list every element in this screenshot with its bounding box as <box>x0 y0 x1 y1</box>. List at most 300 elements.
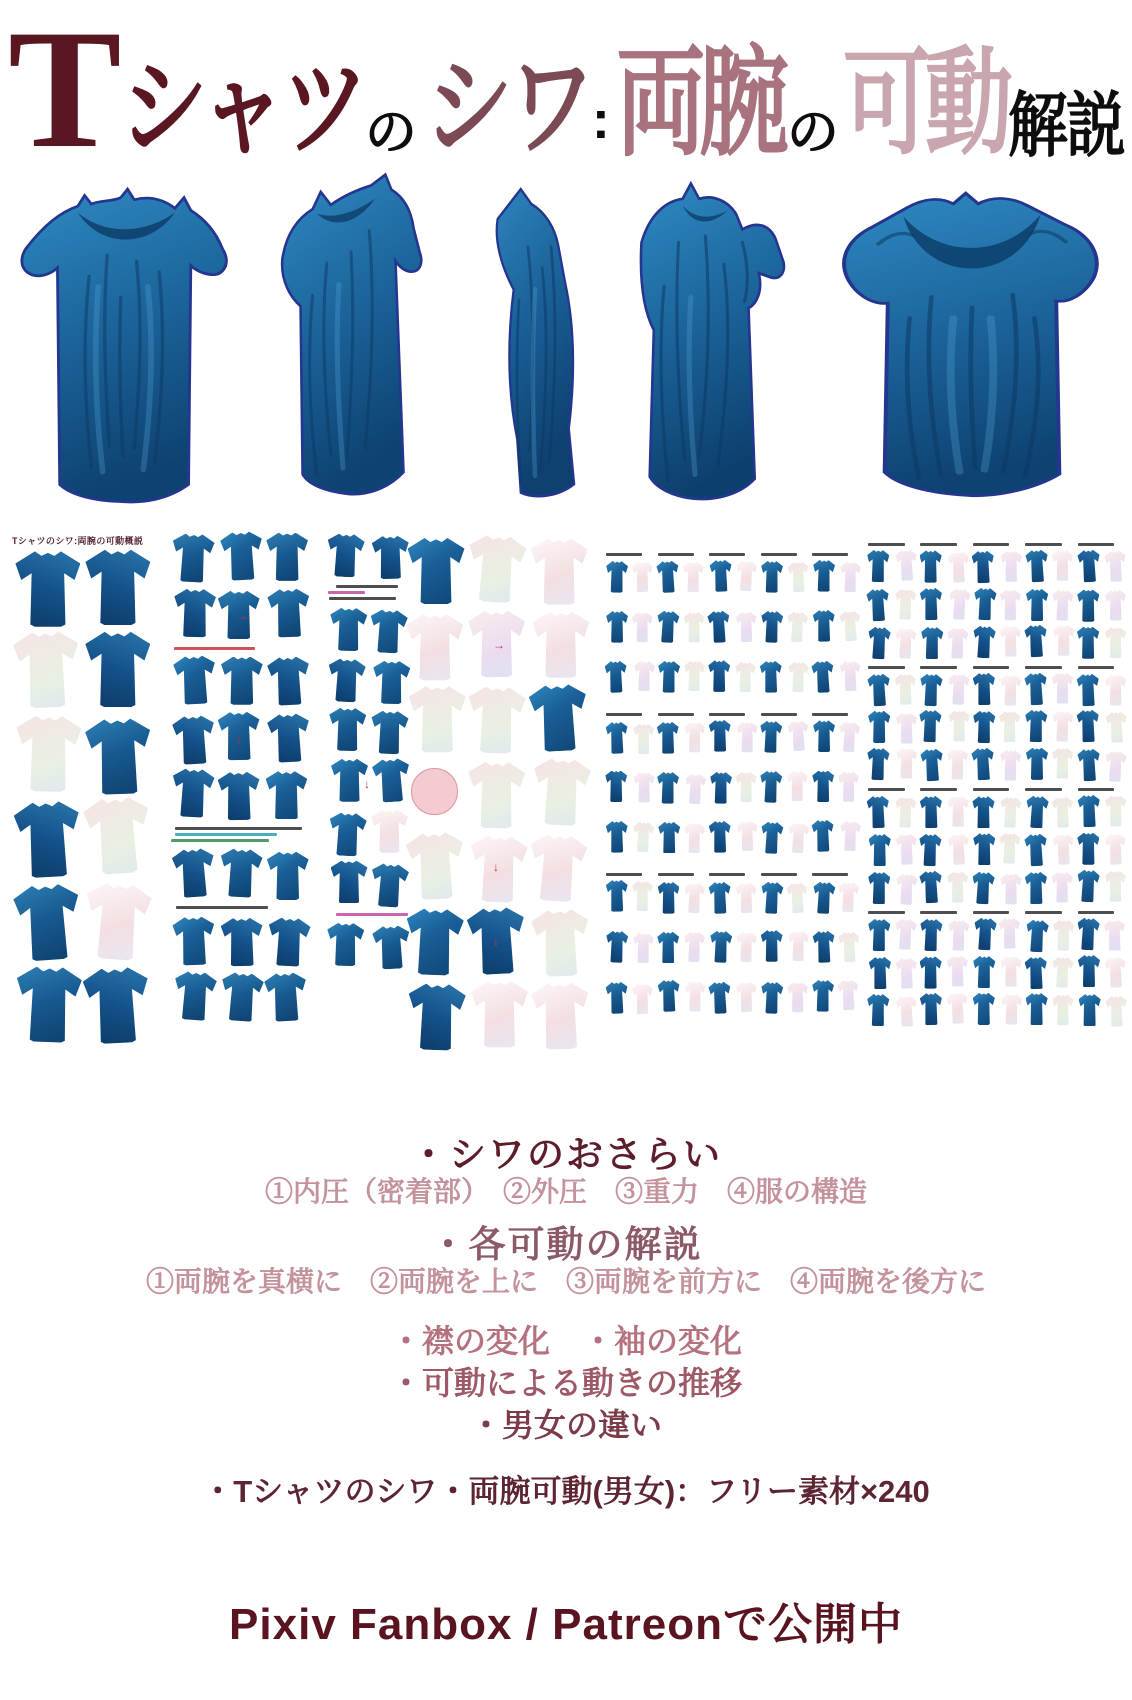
shirt-thumb-pale <box>632 562 653 592</box>
shirt-thumb-blue <box>408 538 465 604</box>
shirt-thumb-pale <box>737 722 758 752</box>
shirt-thumb-pale <box>1000 749 1022 780</box>
shirt-thumb-blue <box>869 834 891 866</box>
shirt-thumb-pale <box>999 833 1021 864</box>
set-header-line <box>1025 543 1062 546</box>
shirt-thumb-pale <box>1105 627 1126 658</box>
shirt-thumb-blue <box>760 881 783 914</box>
title-seg-kadou: 可動 <box>842 41 1007 170</box>
shirt-thumb-blue <box>1078 955 1100 987</box>
shirt-thumb-blue <box>1026 748 1048 780</box>
shirt-thumb-blue <box>919 588 942 621</box>
set-header-line <box>709 873 745 876</box>
shirt-thumb-blue <box>219 971 264 1022</box>
shirt-thumb-blue <box>605 981 628 1013</box>
shirt-thumb-blue <box>171 532 215 582</box>
shirt-thumb-pale <box>1104 550 1127 582</box>
shirt-thumb-blue <box>172 916 215 966</box>
shirt-thumb-pale <box>467 686 526 754</box>
shirt-thumb-pale <box>1105 956 1128 988</box>
shirt-thumb-pale <box>1051 796 1073 827</box>
shirt-thumb-blue <box>760 610 783 642</box>
shirt-thumb-blue <box>1024 624 1048 657</box>
shirt-thumb-pale <box>1052 834 1074 865</box>
shirt-thumb-pale <box>947 749 969 780</box>
shirt-thumb-pale <box>999 918 1021 949</box>
shirt-thumb-blue <box>709 882 732 914</box>
set-header-line <box>868 666 905 669</box>
shirt-thumb-blue <box>709 821 731 853</box>
shirt-thumb-blue <box>920 626 943 659</box>
set-header-line <box>1025 666 1062 669</box>
shirt-thumb-blue <box>15 551 80 626</box>
shirt-thumb-pale <box>1051 957 1074 989</box>
shirt-thumb-blue <box>606 561 628 593</box>
shirt-thumb-pale <box>684 823 705 853</box>
shirt-thumb-pale <box>466 534 527 604</box>
shirt-thumb-blue <box>973 993 995 1025</box>
shirt-thumb-blue <box>219 531 263 581</box>
shirt-thumb-pale <box>947 992 970 1024</box>
set-header-line <box>812 713 848 716</box>
shirt-thumb-pale <box>788 822 810 853</box>
set-header-line <box>606 553 642 556</box>
shirt-thumb-pale <box>947 920 969 951</box>
shirt-thumb-pale <box>948 589 971 621</box>
text-line <box>329 597 396 600</box>
title-seg-ryoude: 両腕 <box>615 39 782 170</box>
shirt-thumb-pale <box>1052 872 1073 903</box>
shirt-thumb-blue <box>172 655 216 705</box>
shirt-thumb-pale <box>949 711 970 742</box>
shirt-thumb-pale <box>634 772 655 802</box>
shirt-thumb-pale <box>1052 550 1073 581</box>
shirt-thumb-blue <box>82 967 151 1046</box>
shirt-thumb-blue <box>327 812 366 857</box>
shirt-thumb-pale <box>685 982 706 1012</box>
shirt-thumb-blue <box>606 611 628 643</box>
shirt-thumb-blue <box>267 852 309 900</box>
shirt-thumb-pale <box>999 711 1020 742</box>
shirt-thumb-blue <box>812 930 835 962</box>
set-header-line <box>973 788 1010 791</box>
shirt-thumb-pale <box>12 631 80 709</box>
shirt-thumb-blue <box>919 710 942 743</box>
shirt-thumb-blue <box>971 871 995 904</box>
shirt-thumb-blue <box>326 533 365 578</box>
shirt-thumb-blue <box>85 718 153 796</box>
shirt-thumb-blue <box>267 656 311 706</box>
shirt-thumb-blue <box>972 747 996 780</box>
shirt-thumb-pale <box>633 724 654 754</box>
shirt-thumb-blue <box>1025 710 1048 743</box>
shirt-thumb-blue <box>13 800 82 879</box>
shirt-thumb-blue <box>973 833 995 865</box>
shirt-thumb-pale <box>684 612 705 642</box>
shirt-thumb-pale <box>1001 551 1022 582</box>
shirt-thumb-pale <box>632 612 653 642</box>
shirt-thumb-pale <box>894 674 916 705</box>
shirt-thumb-blue <box>1079 994 1101 1026</box>
shirt-thumb-blue <box>12 882 82 962</box>
shirt-thumb-blue <box>709 560 732 592</box>
set-header-line <box>658 713 694 716</box>
figure-blob <box>411 768 458 815</box>
shirt-thumb-pale <box>1000 590 1021 621</box>
shirt-thumb-blue <box>328 708 366 752</box>
title-seg-colon: : <box>591 90 610 151</box>
shirt-thumb-blue <box>266 771 308 819</box>
shirt-thumb-blue <box>867 795 890 828</box>
free-materials-line: ・Tシャツのシワ・両腕可動(男女)：フリー素材×240 <box>202 1474 930 1509</box>
shirt-thumb-blue <box>867 673 891 706</box>
shirt-thumb-blue <box>760 561 782 593</box>
shirt-thumb-pale <box>788 931 809 961</box>
shirt-thumb-pale <box>405 831 465 900</box>
shirt-thumb-blue <box>972 551 995 584</box>
shirt-thumb-blue <box>812 771 834 803</box>
shirt-thumb-pale <box>15 716 81 793</box>
shirt-thumb-pale <box>1105 995 1127 1026</box>
set-header-line <box>1078 788 1115 791</box>
shirt-thumb-pale <box>632 821 654 852</box>
shirt-thumb-pale <box>838 721 860 752</box>
shirt-thumb-pale <box>947 956 969 987</box>
shirt-thumb-pale <box>894 628 916 659</box>
set-header-line <box>812 873 848 876</box>
shirt-thumb-blue <box>1076 918 1100 951</box>
shirt-thumb-blue <box>972 955 995 988</box>
set-header-line <box>606 873 642 876</box>
arrow-icon: → <box>493 637 505 652</box>
shirt-thumb-blue <box>329 607 367 651</box>
shirt-thumb-pale <box>1053 625 1074 656</box>
set-header-line <box>709 713 745 716</box>
text-line <box>175 833 277 836</box>
shirt-thumb-blue <box>708 981 731 1014</box>
shirt-thumb-pale <box>947 627 969 658</box>
shirt-thumb-pale <box>1105 834 1127 865</box>
shirt-thumb-blue <box>973 588 996 621</box>
shirt-thumb-pale <box>786 883 808 914</box>
shirt-thumb-pale <box>736 882 757 912</box>
shirt-thumb-blue <box>266 533 308 581</box>
shirt-thumb-blue <box>174 588 217 637</box>
set-header-line <box>658 553 694 556</box>
collage-panel-sheet-a <box>10 534 160 1030</box>
set-header-line <box>761 873 797 876</box>
shirt-thumb-pale <box>838 931 860 962</box>
shirt-thumb-blue <box>1026 993 1048 1025</box>
shirt-thumb-blue <box>867 918 890 951</box>
set-header-line <box>1025 788 1062 791</box>
shirt-thumb-blue <box>1026 589 1048 621</box>
title-seg-t: T <box>8 0 122 184</box>
motions-items: ①両腕を真横に ②両腕を上に ③両腕を前方に ④両腕を後方に <box>145 1267 986 1298</box>
shirt-thumb-pale <box>947 833 970 865</box>
shirt-thumb-blue <box>407 983 466 1051</box>
shirt-thumb-pale <box>532 612 589 678</box>
shirt-thumb-pale <box>633 660 655 691</box>
shirt-thumb-pale <box>1000 956 1021 987</box>
text-line <box>174 647 255 650</box>
shirt-thumb-blue <box>760 770 783 802</box>
shirt-thumb-blue <box>708 660 730 692</box>
shirt-thumb-blue <box>657 721 679 753</box>
title-seg-no2: の <box>786 104 839 162</box>
shirt-thumb-blue <box>919 674 942 707</box>
shirt-thumb-blue <box>657 772 679 804</box>
shirt-thumb-pale <box>684 722 705 752</box>
set-header-line <box>973 543 1010 546</box>
shirt-thumb-blue <box>605 722 628 754</box>
shirt-thumb-pale <box>735 662 756 692</box>
shirt-thumb-blue <box>760 981 783 1013</box>
shirt-thumb-blue <box>973 711 996 744</box>
review-heading: ・シワのおさらい <box>410 1134 722 1175</box>
shirt-thumb-pale <box>1104 920 1126 951</box>
shirt-thumb-blue <box>1025 550 1049 583</box>
shirt-thumb-blue <box>218 772 261 821</box>
shirt-thumb-blue <box>812 820 835 852</box>
shirt-thumb-pale <box>1000 993 1022 1024</box>
shirt-thumb-blue <box>1077 550 1101 583</box>
hero-shirt-1 <box>10 170 236 510</box>
shirt-thumb-pale <box>683 562 704 592</box>
shirt-thumb-blue <box>606 931 629 963</box>
hero-shirt-2 <box>246 166 448 511</box>
shirt-thumb-blue <box>759 721 782 753</box>
hero-shirt-5 <box>816 170 1128 508</box>
shirt-thumb-blue <box>761 930 783 962</box>
shirt-thumb-pale <box>1105 712 1127 743</box>
shirt-thumb-blue <box>972 625 996 658</box>
shirt-thumb-pale <box>896 873 918 904</box>
set-header-line <box>973 911 1010 914</box>
shirt-thumb-pale <box>838 980 860 1011</box>
arrow-icon: → <box>236 608 248 623</box>
shirt-thumb-pale <box>948 674 970 705</box>
shirt-thumb-blue <box>266 917 310 967</box>
shirt-thumb-pale <box>895 550 918 582</box>
text-line <box>328 591 365 594</box>
shirt-thumb-blue <box>709 720 731 752</box>
shirt-thumb-pale <box>838 882 860 913</box>
shirt-thumb-blue <box>331 759 368 802</box>
review-items: ①内圧（密着部） ②外圧 ③重力 ④服の構造 <box>264 1177 867 1208</box>
shirt-thumb-blue <box>709 930 732 962</box>
shirt-thumb-pale <box>895 919 918 951</box>
shirt-thumb-blue <box>327 658 366 703</box>
shirt-thumb-pale <box>471 981 528 1047</box>
shirt-thumb-blue <box>866 588 890 621</box>
shirt-thumb-blue <box>760 821 783 854</box>
shirt-thumb-blue <box>972 796 994 828</box>
shirt-thumb-pale <box>1001 874 1022 905</box>
shirt-thumb-pale <box>1051 589 1073 620</box>
shirt-thumb-blue <box>172 714 216 764</box>
shirt-thumb-pale <box>947 872 968 903</box>
collage-panel-pairs-f <box>866 542 1128 1032</box>
shirt-thumb-pale <box>527 833 588 903</box>
shirt-thumb-pale <box>82 796 152 876</box>
shirt-thumb-blue <box>605 771 627 803</box>
shirt-thumb-blue <box>1025 871 1048 904</box>
shirt-thumb-pale <box>736 612 757 642</box>
text-line <box>336 913 408 916</box>
shirt-thumb-blue <box>1024 672 1048 705</box>
shirt-thumb-pale <box>788 661 810 692</box>
arrow-icon: ↓ <box>493 859 499 874</box>
set-header-line <box>812 553 848 556</box>
text-line <box>175 827 302 830</box>
shirt-thumb-pale <box>684 773 706 804</box>
shirt-thumb-pale <box>1053 920 1075 951</box>
shirt-thumb-pale <box>632 933 653 963</box>
shirt-thumb-blue <box>812 560 834 592</box>
shirt-thumb-blue <box>658 882 680 914</box>
topic-collar-sleeve: ・襟の変化 ・袖の変化 <box>389 1323 742 1359</box>
set-header-line <box>868 788 905 791</box>
shirt-thumb-blue <box>812 980 834 1012</box>
shirt-thumb-pale <box>406 614 463 680</box>
shirt-thumb-blue <box>656 560 679 593</box>
shirt-thumb-pale <box>531 757 591 826</box>
set-header-line <box>606 713 642 716</box>
shirt-thumb-blue <box>867 748 890 781</box>
shirt-thumb-blue <box>813 720 835 752</box>
shirt-thumb-blue <box>220 917 263 966</box>
shirt-thumb-blue <box>658 822 680 854</box>
shirt-thumb-pale <box>1052 711 1074 742</box>
set-header-line <box>1025 911 1062 914</box>
arrow-icon: ↓ <box>364 776 370 791</box>
set-header-line <box>1078 911 1115 914</box>
shirt-thumb-blue <box>868 872 891 905</box>
text-line <box>176 906 268 909</box>
shirt-thumb-blue <box>868 711 890 743</box>
tutorial-collage <box>0 530 1132 1036</box>
shirt-thumb-pale <box>684 661 706 692</box>
shirt-thumb-blue <box>327 923 365 967</box>
collage-panel-pairs-e <box>604 552 862 1032</box>
set-header-line <box>658 873 694 876</box>
shirt-thumb-pale <box>409 686 466 752</box>
shirt-thumb-blue <box>867 994 890 1027</box>
shirt-thumb-blue <box>812 610 834 642</box>
set-header-line <box>868 911 905 914</box>
shirt-thumb-pale <box>787 771 808 801</box>
shirt-thumb-pale <box>948 796 969 827</box>
publish-footer: Pixiv Fanbox / Patreonで公開中 <box>229 1600 903 1649</box>
shirt-thumb-pale <box>788 561 810 592</box>
shirt-thumb-blue <box>920 550 942 582</box>
shirt-thumb-blue <box>1024 957 1047 990</box>
set-header-line <box>709 553 745 556</box>
shirt-thumb-pale <box>683 932 705 963</box>
shirt-thumb-blue <box>605 880 627 912</box>
shirt-thumb-blue <box>920 748 944 781</box>
shirt-thumb-pale <box>1052 673 1073 704</box>
page-title <box>0 0 1132 184</box>
shirt-thumb-blue <box>605 821 627 853</box>
shirt-thumb-blue <box>920 918 943 951</box>
shirt-thumb-blue <box>267 713 311 763</box>
topic-male-female: ・男女の違い <box>469 1407 662 1443</box>
shirt-thumb-blue <box>1025 919 1049 952</box>
shirt-thumb-blue <box>919 833 942 866</box>
shirt-thumb-blue <box>1077 833 1099 865</box>
shirt-thumb-pale <box>895 995 918 1027</box>
shirt-thumb-blue <box>760 660 782 692</box>
shirt-thumb-blue <box>811 660 834 693</box>
shirt-thumb-pale <box>894 796 916 827</box>
shirt-thumb-blue <box>172 970 217 1021</box>
shirt-thumb-blue <box>1077 627 1099 659</box>
shirt-thumb-pale <box>531 982 590 1050</box>
set-header-line <box>1078 666 1115 669</box>
title-seg-no1: の <box>364 104 417 162</box>
shirt-thumb-blue <box>920 956 942 988</box>
shirt-thumb-pale <box>895 589 917 620</box>
shirt-thumb-blue <box>221 657 263 705</box>
set-header-line <box>920 543 957 546</box>
shirt-thumb-blue <box>1077 795 1100 828</box>
shirt-thumb-pale <box>839 821 861 852</box>
shirt-thumb-blue <box>219 848 263 898</box>
set-header-line <box>761 713 797 716</box>
shirt-thumb-blue <box>812 881 835 914</box>
shirt-thumb-pale <box>947 551 969 582</box>
arrow-icon: ↓ <box>493 934 499 948</box>
shirt-thumb-blue <box>919 871 943 904</box>
set-header-line <box>868 543 905 546</box>
shirt-thumb-blue <box>1024 833 1048 866</box>
shirt-thumb-blue <box>528 684 588 753</box>
collage-panel-sheet-b <box>168 534 318 1030</box>
shirt-thumb-pale <box>839 611 861 642</box>
text-line <box>336 585 398 588</box>
shirt-thumb-pale <box>787 982 808 1012</box>
shirt-thumb-blue <box>973 918 997 951</box>
shirt-thumb-blue <box>657 932 679 964</box>
set-header-line <box>973 666 1010 669</box>
shirt-thumb-pale <box>999 796 1022 828</box>
set-header-line <box>1078 543 1115 546</box>
shirt-thumb-blue <box>15 966 83 1044</box>
shirt-thumb-blue <box>657 661 679 693</box>
shirt-thumb-pale <box>735 931 757 962</box>
shirt-thumb-pale <box>632 880 653 910</box>
shirt-thumb-pale <box>1104 750 1127 782</box>
shirt-thumb-pale <box>1105 675 1126 706</box>
shirt-thumb-blue <box>171 768 215 818</box>
title-seg-kaisetsu: 解説 <box>1007 86 1124 166</box>
shirt-thumb-pale <box>736 772 757 802</box>
shirt-thumb-pale <box>786 612 808 643</box>
collage-panel-sheet-d <box>402 538 598 1034</box>
shirt-thumb-blue <box>1077 748 1101 781</box>
shirt-thumb-pale <box>838 772 859 802</box>
text-line <box>171 839 268 842</box>
arrow-icon: ↓ <box>236 732 242 747</box>
shirt-thumb-blue <box>267 588 310 638</box>
shirt-thumb-pale <box>684 882 706 913</box>
shirt-thumb-pale <box>736 982 757 1012</box>
collage-sheet-title: Tシャツのシワ:両腕の可動概説 <box>12 536 144 546</box>
shirt-thumb-pale <box>1052 995 1073 1026</box>
motions-heading: ・各可動の解説 <box>429 1224 703 1265</box>
